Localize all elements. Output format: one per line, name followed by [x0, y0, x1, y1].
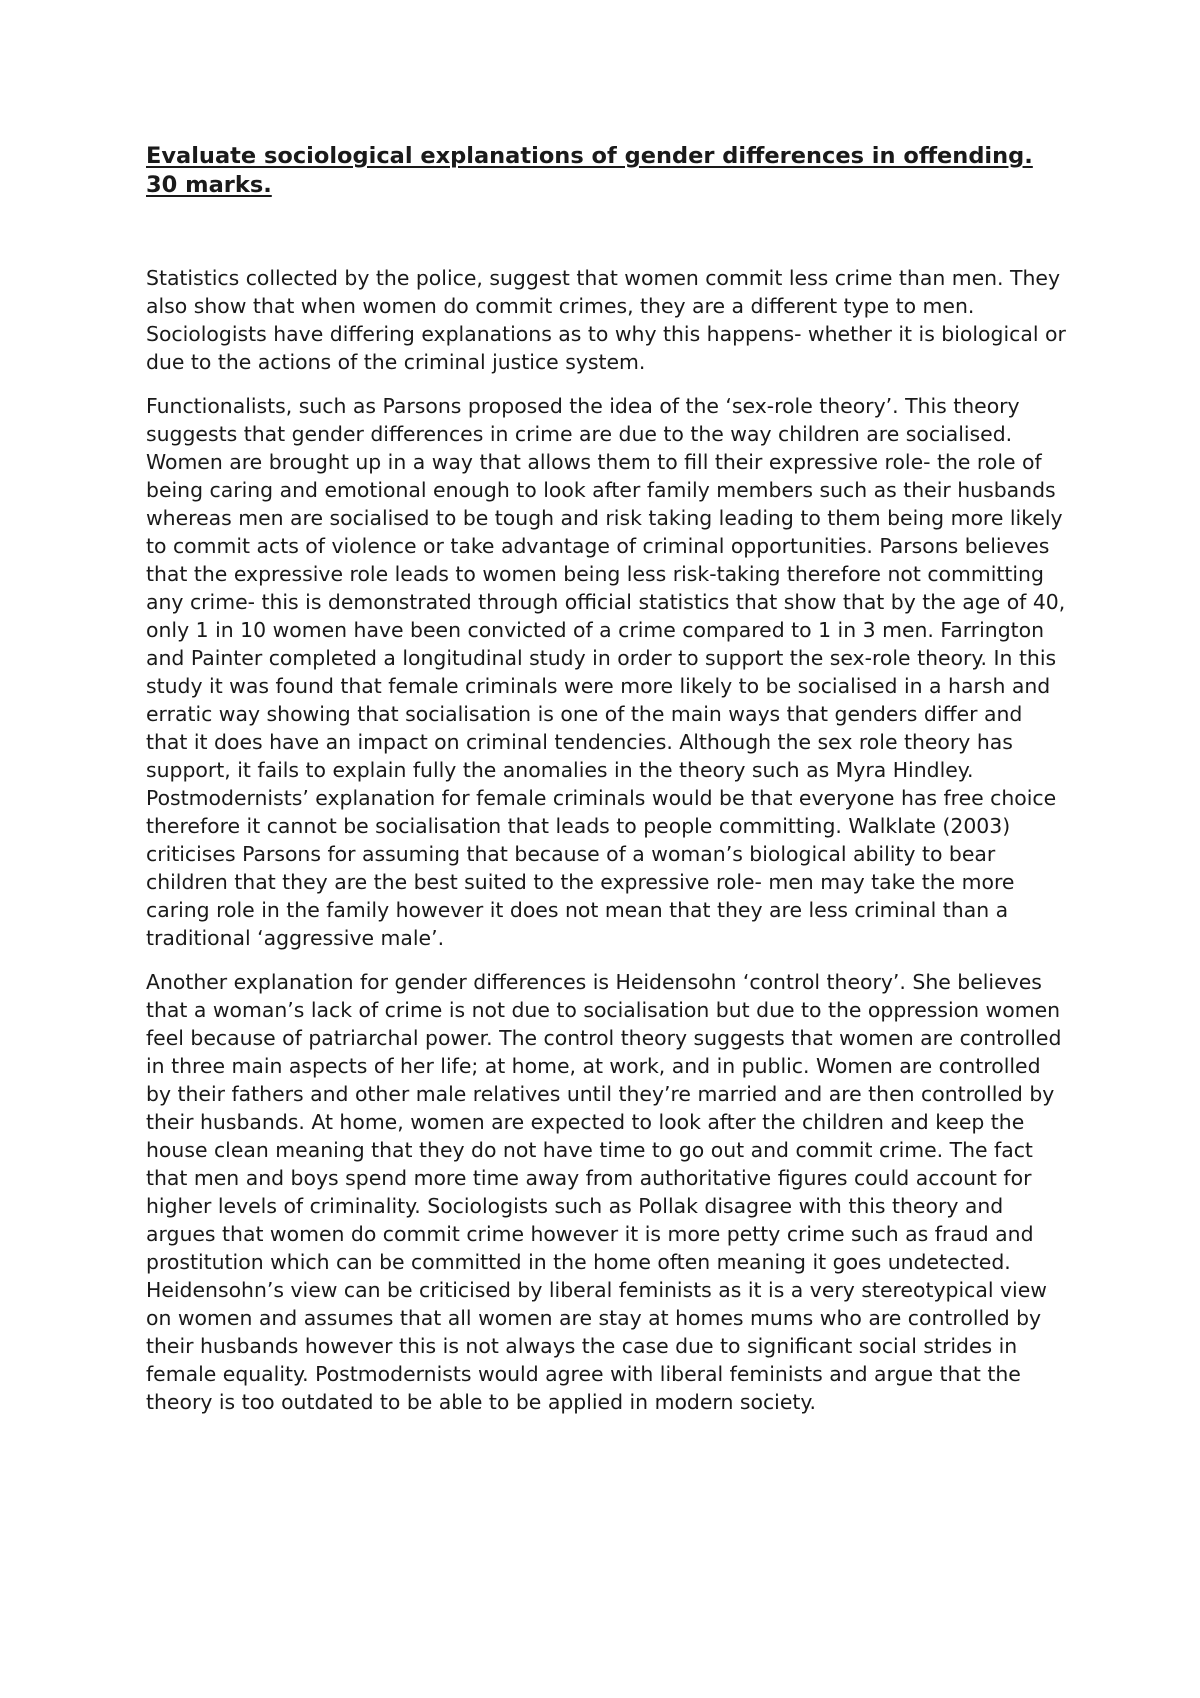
essay-title: Evaluate sociological explanations of gender differences in offending. 30 marks. [146, 143, 1033, 198]
paragraph-introduction: Statistics collected by the police, suggest that women commit less crime than men. They also show that when women do commit crimes, they are a different type to men. Sociologists have differing explanations as to why this happens- whether it is biological or due to the actions of the criminal justice system. [146, 266, 1066, 374]
document-body [146, 142, 1068, 1432]
paragraph-control-theory: Another explanation for gender differences is Heidensohn ‘control theory’. She believes that a woman’s lack of crime is not due to socialisation but due to the oppression women feel because of patriarchal power. The control theory suggests that women are controlled in three main aspects of her life; at home, at work, and in public. Women are controlled by their fathers and other male relatives until they’re married and are then controlled by their husbands. At home, women are expected to look after the children and keep the house clean meaning that they do not have time to go out and commit crime. The fact that men and boys spend more time away from authoritative figures could account for higher levels of criminality. Sociologists such as Pollak disagree with this theory and argues that women do commit crime however it is more petty crime such as fraud and prostitution which can be committed in the home often meaning it goes undetected. Heidensohn’s view can be criticised by liberal feminists as it is a very stereotypical view on women and assumes that all women are stay at homes mums who are controlled by their husbands however this is not always the case due to significant social strides in female equality. Postmodernists would agree with liberal feminists and argue that the theory is too outdated to be able to be applied in modern society. [146, 970, 1062, 1414]
paragraph-sex-role-theory: Functionalists, such as Parsons proposed the idea of the ‘sex-role theory’. This theory suggests that gender differences in crime are due to the way children are socialised. Women are brought up in a way that allows them to fill their expressive role- the role of being caring and emotional enough to look after family members such as their husbands whereas men are socialised to be tough and risk taking leading to them being more likely to commit acts of violence or take advantage of criminal opportunities. Parsons believes that the expressive role leads to women being less risk-taking therefore not committing any crime- this is demonstrated through official statistics that show that by the age of 40, only 1 in 10 women have been convicted of a crime compared to 1 in 3 men. Farrington and Painter completed a longitudinal study in order to support the sex-role theory. In this study it was found that female criminals were more likely to be socialised in a harsh and erratic way showing that socialisation is one of the main ways that genders differ and that it does have an impact on criminal tendencies. Although the sex role theory has support, it fails to explain fully the anomalies in the theory such as Myra Hindley. Postmodernists’ explanation for female criminals would be that everyone has free choice therefore it cannot be socialisation that leads to people committing. Walklate (2003) criticises Parsons for assuming that because of a woman’s biological ability to bear children that they are the best suited to the expressive role- men may take the more caring role in the family however it does not mean that they are less criminal than a traditional ‘aggressive male’. [146, 394, 1066, 950]
